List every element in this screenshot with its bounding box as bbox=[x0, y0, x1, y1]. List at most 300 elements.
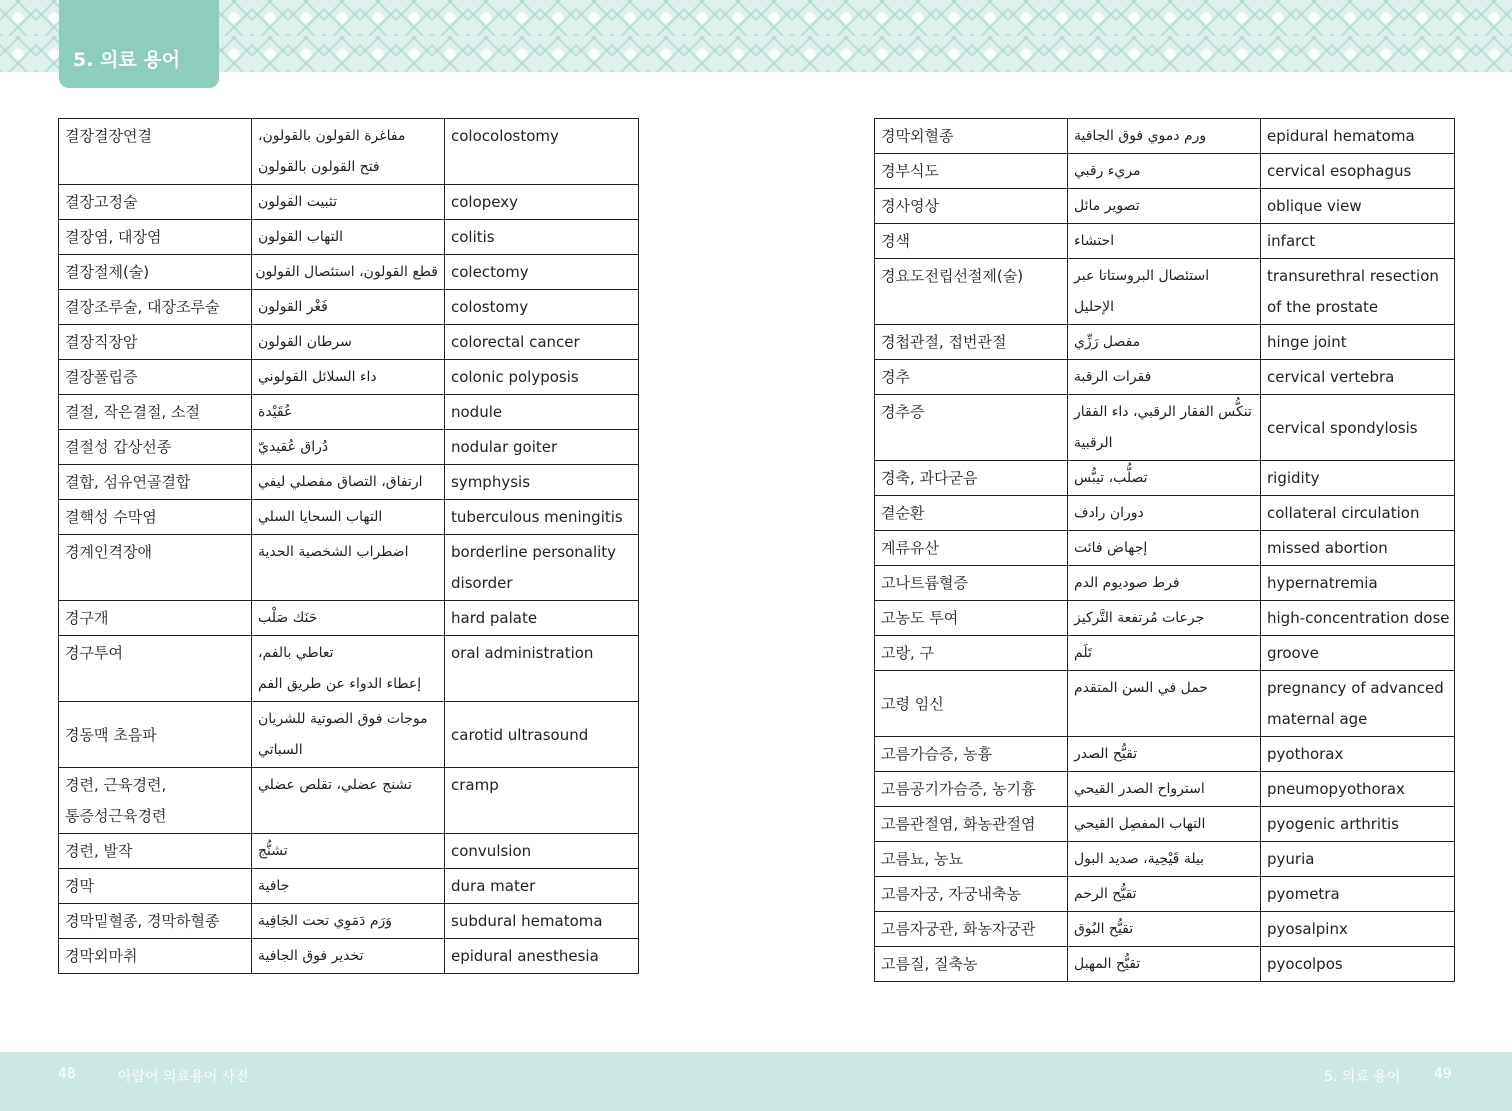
table-row bbox=[875, 566, 1455, 601]
english-term-cell bbox=[1261, 636, 1455, 671]
english-term: subdural hematoma bbox=[451, 912, 603, 930]
arabic-term-cell bbox=[252, 702, 445, 768]
table-row bbox=[59, 869, 639, 904]
english-term: colitis bbox=[451, 228, 495, 246]
arabic-term: تعاطي بالفم، bbox=[258, 645, 334, 661]
english-term-cell bbox=[1261, 360, 1455, 395]
arabic-term: إجهاض فائت bbox=[1074, 540, 1148, 556]
korean-term-cell bbox=[59, 360, 252, 395]
english-term-cell bbox=[1261, 531, 1455, 566]
english-term-cell bbox=[1261, 772, 1455, 807]
english-term: oral administration bbox=[451, 644, 594, 662]
english-term: rigidity bbox=[1267, 469, 1320, 487]
korean-term: 고름뇨, 농뇨 bbox=[881, 850, 963, 868]
arabic-term: تنكُّس الفقار الرقبي، داء الفقار bbox=[1074, 404, 1252, 420]
table-row bbox=[875, 259, 1455, 325]
korean-term: 고름관절염, 화농관절염 bbox=[881, 815, 1036, 833]
table-row bbox=[875, 119, 1455, 154]
arabic-term-cell bbox=[1068, 325, 1261, 360]
table-row bbox=[875, 671, 1455, 737]
arabic-term-cell bbox=[252, 119, 445, 185]
korean-term-cell bbox=[59, 119, 252, 185]
english-term: of the prostate bbox=[1267, 298, 1379, 316]
korean-term: 경요도전립선절제(술) bbox=[881, 267, 1024, 285]
arabic-term: وَرَم دَمَوِي تحت الجَافِية bbox=[258, 913, 393, 929]
table-row bbox=[59, 768, 639, 834]
korean-term-cell bbox=[59, 768, 252, 834]
english-term-cell bbox=[1261, 496, 1455, 531]
table-row bbox=[875, 395, 1455, 461]
table-row bbox=[875, 531, 1455, 566]
english-term: colopexy bbox=[451, 193, 519, 211]
arabic-term-cell bbox=[252, 395, 445, 430]
arabic-term-cell bbox=[252, 255, 445, 290]
arabic-term-cell bbox=[252, 939, 445, 974]
english-term-cell bbox=[445, 395, 639, 430]
arabic-term-cell bbox=[1068, 531, 1261, 566]
arabic-term: ورم دموي فوق الجافية bbox=[1074, 128, 1207, 144]
english-term: oblique view bbox=[1267, 197, 1362, 215]
english-term: high-concentration dose bbox=[1267, 609, 1450, 627]
korean-term: 고령 임신 bbox=[881, 694, 944, 713]
table-row bbox=[875, 601, 1455, 636]
english-term-cell bbox=[445, 768, 639, 834]
right-page-number: 49 bbox=[1434, 1066, 1452, 1082]
arabic-term-cell bbox=[252, 290, 445, 325]
arabic-term: إعطاء الدواء عن طريق الفم bbox=[258, 676, 422, 692]
english-term-cell bbox=[1261, 224, 1455, 259]
korean-term: 고랑, 구 bbox=[881, 644, 935, 662]
arabic-term-cell bbox=[1068, 842, 1261, 877]
korean-term: 결장폴립증 bbox=[65, 368, 138, 386]
english-term: carotid ultrasound bbox=[451, 725, 589, 744]
korean-term-cell bbox=[875, 671, 1068, 737]
korean-term-cell bbox=[875, 877, 1068, 912]
arabic-term: فرط صوديوم الدم bbox=[1074, 575, 1180, 591]
english-term-cell bbox=[1261, 842, 1455, 877]
table-row bbox=[875, 360, 1455, 395]
english-term-cell bbox=[1261, 601, 1455, 636]
arabic-term: استرواح الصدر القيحي bbox=[1074, 781, 1205, 797]
korean-term-cell bbox=[875, 224, 1068, 259]
english-term: nodular goiter bbox=[451, 438, 558, 456]
book-title: 아랍어 의료용어 사전 bbox=[118, 1069, 249, 1085]
glossary-table-right bbox=[874, 118, 1455, 982]
english-term: pyuria bbox=[1267, 850, 1315, 868]
korean-term: 결핵성 수막염 bbox=[65, 508, 157, 526]
table-row bbox=[875, 189, 1455, 224]
arabic-term: تشنُّج bbox=[258, 843, 288, 859]
arabic-term-cell bbox=[252, 636, 445, 702]
arabic-term: مفصل رَزِّي bbox=[1074, 334, 1141, 350]
english-term-cell bbox=[445, 290, 639, 325]
korean-term-cell bbox=[875, 842, 1068, 877]
english-term: hypernatremia bbox=[1267, 574, 1378, 592]
korean-term: 경추 bbox=[881, 368, 910, 386]
english-term-cell bbox=[445, 535, 639, 601]
arabic-term: احتشاء bbox=[1074, 233, 1115, 249]
arabic-term: سرطان القولون bbox=[258, 334, 352, 350]
arabic-term: فتح القولون بالقولون bbox=[258, 159, 380, 175]
arabic-term-cell bbox=[252, 500, 445, 535]
arabic-term-cell bbox=[1068, 912, 1261, 947]
arabic-term-cell bbox=[252, 834, 445, 869]
english-term-cell bbox=[445, 904, 639, 939]
arabic-term: جافية bbox=[258, 878, 290, 894]
korean-term: 고나트륨혈증 bbox=[881, 574, 968, 592]
korean-term-cell bbox=[59, 904, 252, 939]
table-row bbox=[59, 290, 639, 325]
arabic-term-cell bbox=[1068, 601, 1261, 636]
arabic-term-cell bbox=[1068, 877, 1261, 912]
arabic-term: مريء رقبي bbox=[1074, 163, 1141, 179]
korean-term: 경련, 발작 bbox=[65, 842, 133, 860]
arabic-term: دوران رادف bbox=[1074, 505, 1144, 521]
english-term: cramp bbox=[451, 776, 499, 794]
arabic-term: دُراق عُقيديّ bbox=[258, 439, 329, 455]
korean-term-cell bbox=[875, 636, 1068, 671]
english-term: cervical vertebra bbox=[1267, 368, 1395, 386]
english-term-cell bbox=[1261, 947, 1455, 982]
arabic-term-cell bbox=[252, 768, 445, 834]
korean-term-cell bbox=[875, 189, 1068, 224]
english-term: pyocolpos bbox=[1267, 955, 1343, 973]
korean-term: 고름가슴증, 농흉 bbox=[881, 745, 992, 763]
table-row bbox=[875, 912, 1455, 947]
korean-term: 경계인격장애 bbox=[65, 543, 152, 561]
arabic-term: تخدير فوق الجافية bbox=[258, 948, 364, 964]
english-term: cervical esophagus bbox=[1267, 162, 1412, 180]
english-term: tuberculous meningitis bbox=[451, 508, 623, 526]
english-term-cell bbox=[1261, 259, 1455, 325]
english-term: hinge joint bbox=[1267, 333, 1347, 351]
korean-term-cell bbox=[59, 430, 252, 465]
arabic-term: التهاب المفصِل القيحي bbox=[1074, 816, 1206, 832]
arabic-term: تقيُّح الصدر bbox=[1074, 746, 1138, 762]
english-term-cell bbox=[445, 834, 639, 869]
arabic-term: جرعات مُرتفعة التَّركيز bbox=[1074, 610, 1205, 626]
korean-term: 경첩관절, 접번관절 bbox=[881, 333, 1007, 351]
arabic-term: الإحليل bbox=[1074, 299, 1114, 315]
arabic-term: تقيُّح المهبل bbox=[1074, 956, 1141, 972]
header-pattern-band bbox=[0, 0, 1512, 72]
table-row bbox=[875, 636, 1455, 671]
korean-term: 경구개 bbox=[65, 609, 109, 627]
english-term: pregnancy of advanced bbox=[1267, 679, 1444, 697]
english-term-cell bbox=[1261, 395, 1455, 461]
arabic-term-cell bbox=[1068, 189, 1261, 224]
table-row bbox=[875, 877, 1455, 912]
arabic-term: استئصال البروستاتا عبر bbox=[1074, 268, 1210, 284]
table-row bbox=[875, 461, 1455, 496]
arabic-term-cell bbox=[1068, 154, 1261, 189]
table-row bbox=[875, 947, 1455, 982]
korean-term-cell bbox=[875, 772, 1068, 807]
english-term: pyothorax bbox=[1267, 745, 1344, 763]
english-term: borderline personality bbox=[451, 543, 617, 561]
arabic-term-cell bbox=[1068, 259, 1261, 325]
arabic-term-cell bbox=[252, 601, 445, 636]
korean-term: 결절성 갑상선종 bbox=[65, 438, 172, 456]
table-row bbox=[59, 255, 639, 290]
english-term-cell bbox=[445, 465, 639, 500]
english-term: colonic polyposis bbox=[451, 368, 579, 386]
arabic-term: الرقبية bbox=[1074, 435, 1113, 451]
korean-term: 결절, 작은결절, 소절 bbox=[65, 403, 200, 421]
english-term-cell bbox=[445, 869, 639, 904]
arabic-term-cell bbox=[1068, 772, 1261, 807]
english-term-cell bbox=[1261, 119, 1455, 154]
korean-term-cell bbox=[59, 869, 252, 904]
arabic-term-cell bbox=[1068, 224, 1261, 259]
english-term: collateral circulation bbox=[1267, 504, 1420, 522]
korean-term-cell bbox=[875, 807, 1068, 842]
english-term-cell bbox=[1261, 877, 1455, 912]
english-term-cell bbox=[445, 601, 639, 636]
arabic-term-cell bbox=[252, 185, 445, 220]
korean-term: 통증성근육경련 bbox=[65, 807, 167, 825]
english-term-cell bbox=[445, 185, 639, 220]
korean-term: 경막 bbox=[65, 877, 94, 895]
korean-term: 경사영상 bbox=[881, 197, 939, 215]
arabic-term: السباتي bbox=[258, 742, 303, 758]
korean-term: 경막외마취 bbox=[65, 947, 138, 965]
table-row bbox=[875, 737, 1455, 772]
korean-term-cell bbox=[875, 601, 1068, 636]
korean-term-cell bbox=[59, 465, 252, 500]
arabic-term-cell bbox=[252, 535, 445, 601]
english-term: dura mater bbox=[451, 877, 536, 895]
english-term: pneumopyothorax bbox=[1267, 780, 1405, 798]
korean-term-cell bbox=[59, 325, 252, 360]
korean-term-cell bbox=[875, 259, 1068, 325]
korean-term-cell bbox=[59, 601, 252, 636]
table-row bbox=[59, 500, 639, 535]
korean-term-cell bbox=[59, 290, 252, 325]
table-row bbox=[59, 465, 639, 500]
english-term: pyogenic arthritis bbox=[1267, 815, 1399, 833]
arabic-term: التهاب السحايا السلي bbox=[258, 509, 383, 525]
english-term: infarct bbox=[1267, 232, 1316, 250]
arabic-term-cell bbox=[252, 360, 445, 395]
table-row bbox=[875, 772, 1455, 807]
arabic-term: فقرات الرقبة bbox=[1074, 369, 1152, 385]
english-term: hard palate bbox=[451, 609, 538, 627]
arabic-term: تَلَم bbox=[1074, 645, 1092, 661]
english-term-cell bbox=[445, 325, 639, 360]
korean-term: 결장염, 대장염 bbox=[65, 228, 162, 246]
korean-term: 경추증 bbox=[881, 403, 925, 421]
korean-term-cell bbox=[59, 220, 252, 255]
english-term-cell bbox=[1261, 807, 1455, 842]
arabic-term: التهاب القولون bbox=[258, 229, 343, 245]
korean-term: 계류유산 bbox=[881, 539, 939, 557]
table-row bbox=[59, 904, 639, 939]
english-term: symphysis bbox=[451, 473, 531, 491]
english-term-cell bbox=[445, 430, 639, 465]
arabic-term-cell bbox=[1068, 737, 1261, 772]
korean-term-cell bbox=[875, 947, 1068, 982]
english-term: pyosalpinx bbox=[1267, 920, 1348, 938]
english-term-cell bbox=[1261, 671, 1455, 737]
chapter-title: 5. 의료 용어 bbox=[73, 49, 181, 71]
arabic-term: تقيُّح البُوق bbox=[1074, 921, 1134, 937]
korean-term-cell bbox=[875, 496, 1068, 531]
arabic-term: ارتفاق، التصاق مفصلي ليفي bbox=[258, 474, 423, 490]
korean-term: 경구투여 bbox=[65, 644, 123, 662]
chapter-tab bbox=[59, 0, 219, 88]
english-term-cell bbox=[1261, 737, 1455, 772]
arabic-term-cell bbox=[1068, 807, 1261, 842]
table-row bbox=[59, 185, 639, 220]
arabic-term-cell bbox=[1068, 360, 1261, 395]
english-term-cell bbox=[445, 500, 639, 535]
korean-term-cell bbox=[875, 395, 1068, 461]
arabic-term-cell bbox=[252, 430, 445, 465]
arabic-term: تقيُّح الرحم bbox=[1074, 886, 1137, 902]
english-term: colorectal cancer bbox=[451, 333, 580, 351]
arabic-term: تصلُّب، تيبُّس bbox=[1074, 470, 1148, 486]
korean-term: 결합, 섬유연골결합 bbox=[65, 473, 191, 491]
english-term: colectomy bbox=[451, 263, 529, 281]
arabic-term: تصوير مائل bbox=[1074, 198, 1140, 214]
korean-term: 결장절제(술) bbox=[65, 263, 150, 281]
table-row bbox=[59, 119, 639, 185]
korean-term-cell bbox=[59, 255, 252, 290]
arabic-term-cell bbox=[1068, 496, 1261, 531]
arabic-term: تثبيت القولون bbox=[258, 194, 338, 210]
korean-term: 경색 bbox=[881, 232, 910, 250]
korean-term-cell bbox=[59, 834, 252, 869]
arabic-term: داء السلائل القولوني bbox=[258, 369, 377, 385]
english-term: colostomy bbox=[451, 298, 529, 316]
arabic-term: قطع القولون، استئصال القولون bbox=[255, 264, 438, 280]
arabic-term: موجات فوق الصوتية للشريان bbox=[258, 711, 428, 727]
korean-term-cell bbox=[875, 461, 1068, 496]
korean-term-cell bbox=[875, 912, 1068, 947]
arabic-term-cell bbox=[1068, 566, 1261, 601]
english-term-cell bbox=[1261, 461, 1455, 496]
arabic-term: تشنج عضلي، تقلص عضلي bbox=[258, 777, 412, 793]
english-term: groove bbox=[1267, 644, 1319, 662]
arabic-term: بيلة قَيْحِية، صديد البول bbox=[1074, 851, 1205, 867]
korean-term-cell bbox=[59, 702, 252, 768]
table-row bbox=[59, 430, 639, 465]
table-row bbox=[875, 496, 1455, 531]
english-term: disorder bbox=[451, 574, 513, 592]
table-row bbox=[59, 939, 639, 974]
english-term-cell bbox=[1261, 912, 1455, 947]
korean-term: 경부식도 bbox=[881, 162, 939, 180]
table-row bbox=[59, 702, 639, 768]
korean-term: 고름자궁, 자궁내축농 bbox=[881, 885, 1021, 903]
table-row bbox=[59, 834, 639, 869]
table-row bbox=[59, 325, 639, 360]
arabic-term-cell bbox=[1068, 947, 1261, 982]
korean-term-cell bbox=[875, 737, 1068, 772]
korean-term-cell bbox=[59, 535, 252, 601]
korean-term: 결장고정술 bbox=[65, 193, 138, 211]
korean-term: 고름질, 질축농 bbox=[881, 955, 978, 973]
arabic-term-cell bbox=[252, 220, 445, 255]
arabic-term: اضطراب الشخصية الحدية bbox=[258, 544, 409, 560]
english-term-cell bbox=[445, 939, 639, 974]
table-row bbox=[59, 601, 639, 636]
arabic-term-cell bbox=[252, 869, 445, 904]
arabic-term-cell bbox=[1068, 119, 1261, 154]
english-term: epidural anesthesia bbox=[451, 947, 599, 965]
table-row bbox=[875, 154, 1455, 189]
arabic-term: عُقَيْدة bbox=[258, 404, 293, 420]
korean-term: 경련, 근육경련, bbox=[65, 776, 167, 794]
arabic-term: حَنَك صَلْب bbox=[258, 610, 318, 626]
english-term-cell bbox=[445, 702, 639, 768]
korean-term: 결장직장암 bbox=[65, 333, 138, 351]
english-term-cell bbox=[1261, 566, 1455, 601]
english-term-cell bbox=[445, 220, 639, 255]
korean-term-cell bbox=[875, 119, 1068, 154]
english-term: missed abortion bbox=[1267, 539, 1388, 557]
korean-term: 고름공기가슴증, 농기흉 bbox=[881, 780, 1036, 798]
table-row bbox=[59, 636, 639, 702]
english-term-cell bbox=[445, 636, 639, 702]
arabic-term-cell bbox=[1068, 395, 1261, 461]
english-term: pyometra bbox=[1267, 885, 1340, 903]
table-row bbox=[875, 224, 1455, 259]
table-row bbox=[59, 535, 639, 601]
footer-chapter-label: 5. 의료 용어 bbox=[1324, 1069, 1401, 1085]
table-row bbox=[59, 395, 639, 430]
english-term: nodule bbox=[451, 403, 503, 421]
arabic-term-cell bbox=[1068, 461, 1261, 496]
english-term: colocolostomy bbox=[451, 127, 559, 145]
korean-term: 경막밑혈종, 경막하혈종 bbox=[65, 912, 220, 930]
korean-term: 고농도 투여 bbox=[881, 609, 959, 627]
korean-term: 경동맥 초음파 bbox=[65, 725, 157, 744]
arabic-term-cell bbox=[252, 325, 445, 360]
english-term: maternal age bbox=[1267, 710, 1368, 728]
korean-term-cell bbox=[875, 566, 1068, 601]
table-row bbox=[875, 842, 1455, 877]
korean-term-cell bbox=[59, 636, 252, 702]
english-term-cell bbox=[1261, 154, 1455, 189]
english-term: convulsion bbox=[451, 842, 532, 860]
korean-term: 곁순환 bbox=[881, 504, 925, 522]
english-term: epidural hematoma bbox=[1267, 127, 1415, 145]
korean-term-cell bbox=[59, 395, 252, 430]
korean-term-cell bbox=[875, 360, 1068, 395]
arabic-term-cell bbox=[1068, 671, 1261, 737]
arabic-term-cell bbox=[1068, 636, 1261, 671]
table-row bbox=[875, 807, 1455, 842]
arabic-term-cell bbox=[252, 465, 445, 500]
korean-term-cell bbox=[875, 154, 1068, 189]
korean-term: 경막외혈종 bbox=[881, 127, 954, 145]
glossary-table-left bbox=[58, 118, 639, 974]
korean-term: 경축, 과다굳음 bbox=[881, 469, 978, 487]
korean-term-cell bbox=[875, 325, 1068, 360]
english-term: cervical spondylosis bbox=[1267, 418, 1418, 437]
english-term-cell bbox=[445, 255, 639, 290]
arabic-term: مفاغرة القولون بالقولون، bbox=[258, 128, 406, 144]
table-row bbox=[875, 325, 1455, 360]
english-term-cell bbox=[1261, 189, 1455, 224]
arabic-term: حمل في السن المتقدم bbox=[1074, 680, 1208, 696]
english-term-cell bbox=[445, 360, 639, 395]
table-row bbox=[59, 220, 639, 255]
left-page-number: 48 bbox=[58, 1066, 76, 1082]
korean-term-cell bbox=[59, 500, 252, 535]
